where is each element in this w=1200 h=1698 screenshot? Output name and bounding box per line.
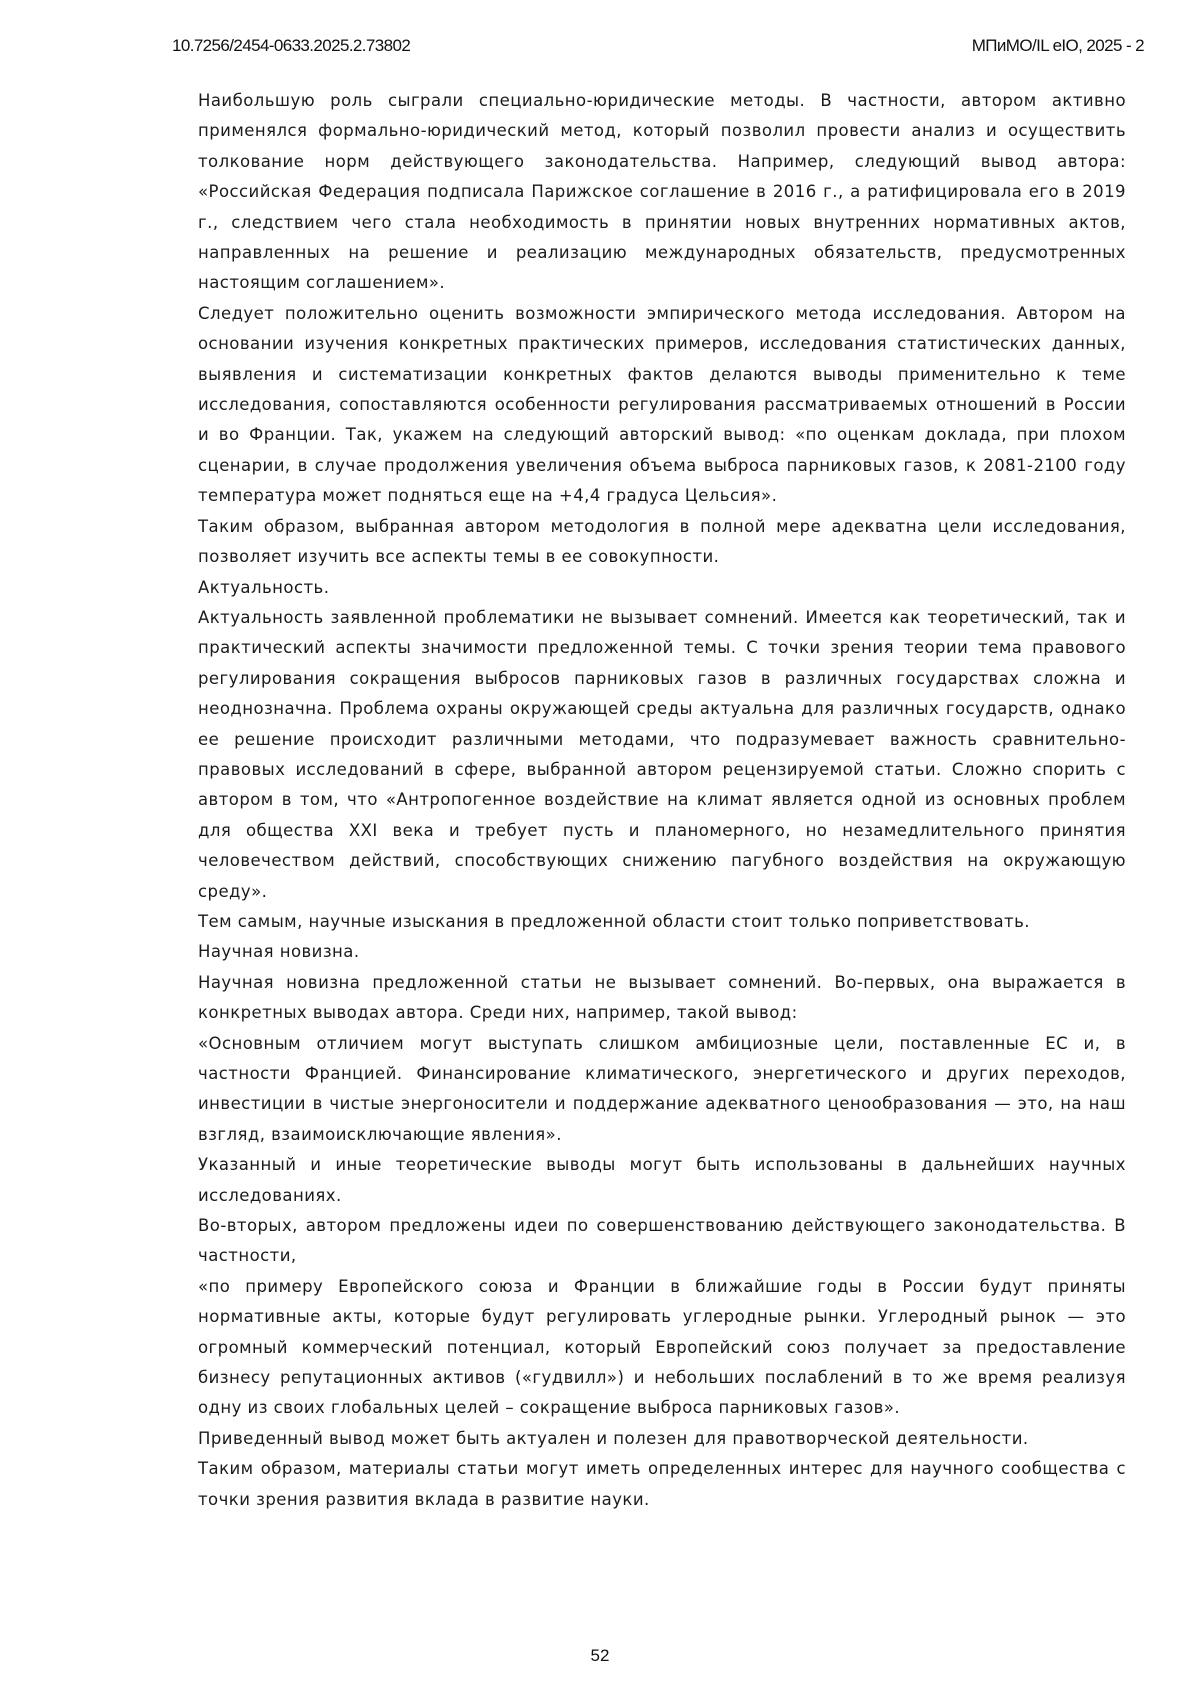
paragraph-empirical-method: Следует положительно оценить возможности эмпирического метода исследования. Автором на основании изучения конкретных практических примеров, исследования статистических данных, выявления и систематизации конкретных фактов делаются выводы применительно к теме исследования, сопоставляются особенности регулирования рассматриваемых отношений в России и во Франции. Так, укажем на следующий авторский вывод: «по оценкам доклада, при плохом сценарии, в случае продолжения увеличения объема выброса парниковых газов, к 2081-2100 году температура может подняться еще на +4,4 градуса Цельсия». bbox=[198, 303, 1126, 506]
paragraph-legislation-proposals: Во-вторых, автором предложены идеи по совершенствованию действующего законодательства. В частности, bbox=[198, 1216, 1126, 1266]
quote-carbon-market: «по примеру Европейского союза и Франции в ближайшие годы в России будут приняты нормативные акты, которые будут регулировать углеродные рынки. Углеродный рынок — это огромный коммерческий потенциал, который Европейский союз получает за предоставление бизнесу репутационных активов («гудвилл») и небольших послаблений в то же время реализуя одну из своих глобальных целей – сокращение выброса парниковых газов». bbox=[198, 1276, 1126, 1418]
paragraph-relevance-conclusion: Тем самым, научные изыскания в предложенной области стоит только поприветствовать. bbox=[198, 911, 1030, 931]
paragraph-relevance: Актуальность заявленной проблематики не вызывает сомнений. Имеется как теоретический, так и практический аспекты значимости предложенной темы. С точки зрения теории тема правового регулирования сокращения выбросов парниковых газов в различных государствах сложна и неоднозначна. Проблема охраны окружающей среды актуальна для различных государств, однако ее решение происходит различными методами, что подразумевает важность сравнительно-правовых исследований в сфере, выбранной автором рецензируемой статьи. Сложно спорить с автором в том, что «Антропогенное воздействие на климат является одной из основных проблем для общества XXI века и требует пусть и планомерного, но незамедлительного принятия человечеством действий, способствующих снижению пагубного воздействия на окружающую среду». bbox=[198, 607, 1126, 901]
section-heading-relevance: Актуальность. bbox=[198, 577, 330, 597]
journal-issue-header: МПиМО/IL eIO, 2025 - 2 bbox=[971, 36, 1144, 55]
section-heading-novelty: Научная новизна. bbox=[198, 942, 360, 962]
paragraph-final-conclusion: Таким образом, материалы статьи могут иметь определенных интерес для научного сообщества с точки зрения развития вклада в развитие науки. bbox=[198, 1459, 1126, 1509]
page-number: 52 bbox=[590, 1646, 610, 1665]
paragraph-theoretical-conclusions: Указанный и иные теоретические выводы могут быть использованы в дальнейших научных исследованиях. bbox=[198, 1155, 1126, 1205]
paragraph-methodology-conclusion: Таким образом, выбранная автором методология в полной мере адекватна цели исследования, позволяет изучить все аспекты темы в ее совокупности. bbox=[198, 516, 1126, 567]
paragraph-novelty: Научная новизна предложенной статьи не вызывает сомнений. Во-первых, она выражается в конкретных выводах автора. Среди них, например, такой вывод: bbox=[198, 972, 1126, 1023]
paragraph-lawmaking-usefulness: Приведенный вывод может быть актуален и полезен для правотворческой деятельности. bbox=[198, 1428, 1029, 1448]
paragraph-methods: Наибольшую роль сыграли специально-юридические методы. В частности, автором активно применялся формально-юридический метод, который позволил провести анализ и осуществить толкование норм действующего законодательства. Например, следующий вывод автора: «Российская Федерация подписала Парижское соглашение в 2016 г., а ратифицировала его в 2019 г., следствием чего стала необходимость в принятии новых внутренних нормативных актов, направленных на решение и реализацию международных обязательств, предусмотренных настоящим соглашением». bbox=[198, 91, 1126, 293]
quote-eu-goals: «Основным отличием могут выступать слишком амбициозные цели, поставленные ЕС и, в частности Францией. Финансирование климатического, энергетического и других переходов, инвестиции в чистые энергоносители и поддержание адекватного ценообразования — это, на наш взгляд, взаимоисключающие явления». bbox=[198, 1033, 1126, 1144]
article-body bbox=[198, 86, 1126, 1515]
doi-header: 10.7256/2454-0633.2025.2.73802 bbox=[172, 36, 411, 55]
